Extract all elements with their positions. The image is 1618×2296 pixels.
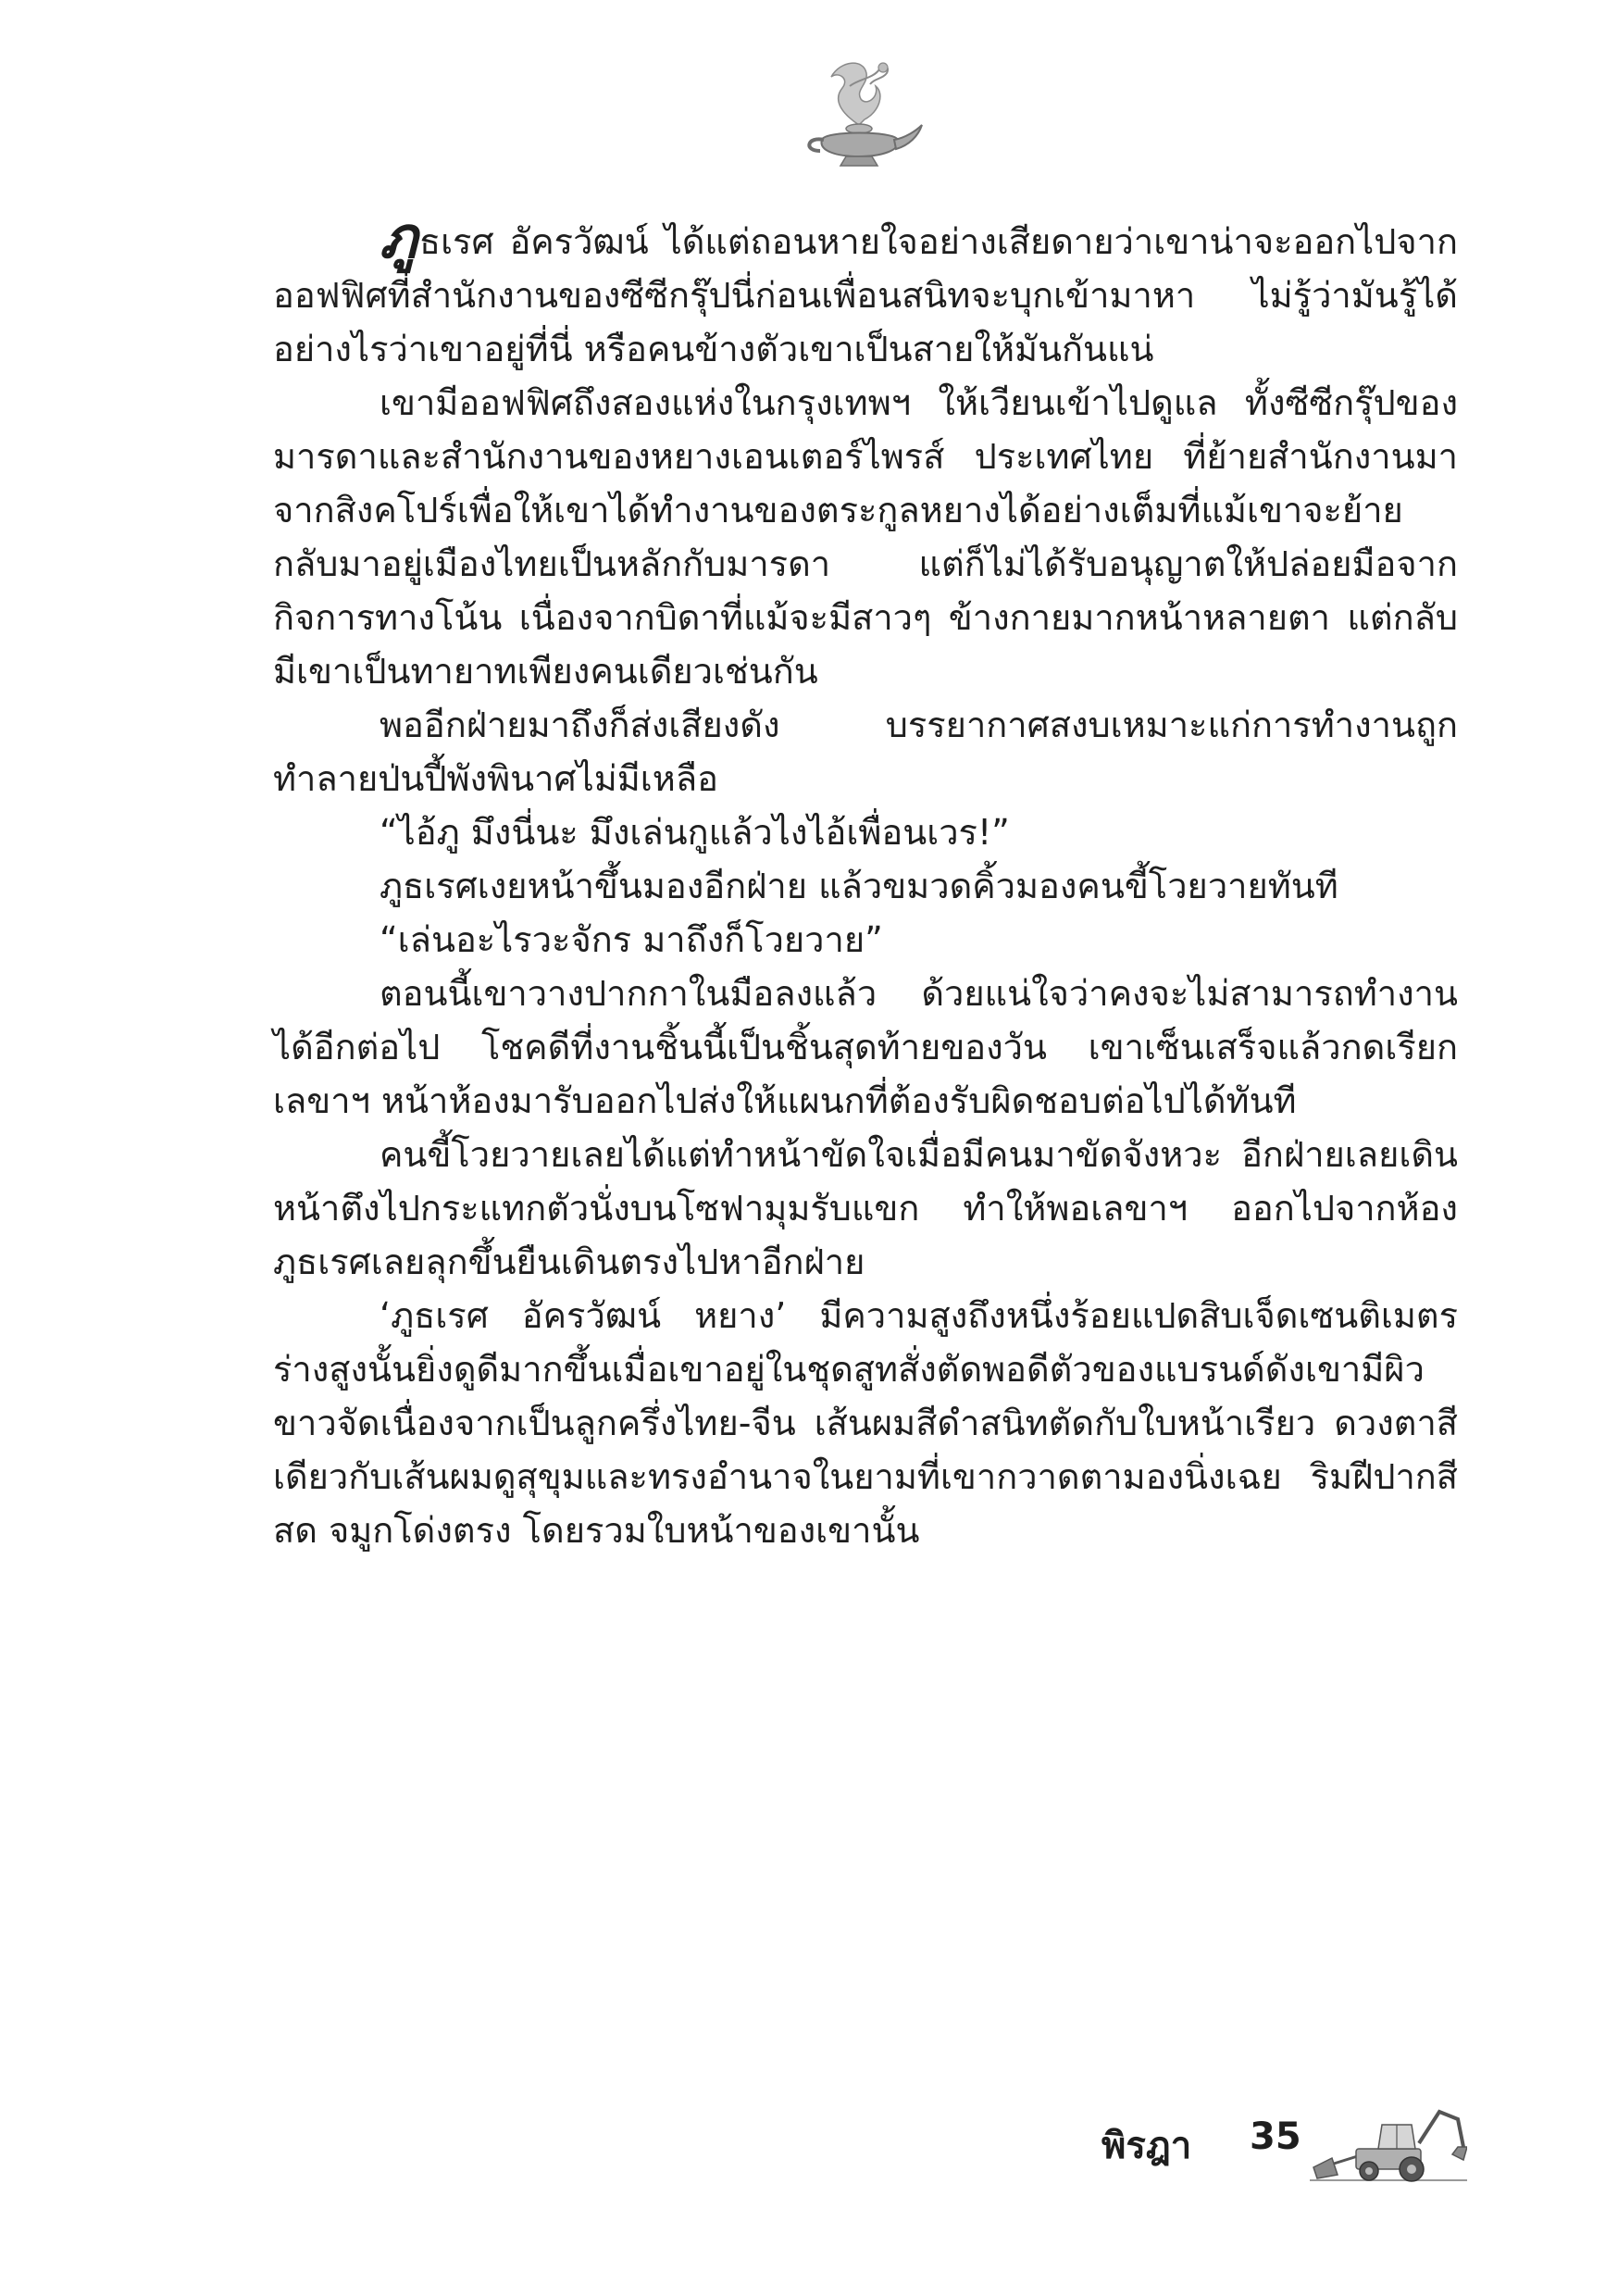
paragraph: เขามีออฟฟิศถึงสองแห่งในกรุงเทพฯ ให้เวียนเข้าไปดูแล ทั้งซีซีกรุ๊ปของมารดาและสำนักงานของหยางเอนเตอร์ไพรส์ ประเทศไทย ที่ย้ายสำนักงานมาจากสิงคโปร์เพื่อให้เขาได้ทำงานของตระกูลหยางได้อย่างเต็มที่แม้เขาจะย้ายกลับมาอยู่เมืองไทยเป็นหลักกับมารดา แต่ก็ไม่ได้รับอนุญาตให้ปล่อยมือจากกิจการทางโน้น เนื่องจากบิดาที่แม้จะมีสาวๆ ข้างกายมากหน้าหลายตา แต่กลับมีเขาเป็นทายาทเพียงคนเดียวเช่นกัน [273, 382, 1458, 692]
dialogue-line: “ไอ้ภู มึงนี่นะ มึงเล่นกูแล้วไงไอ้เพื่อนเวร!” [380, 812, 1010, 853]
paragraph-opening [273, 204, 1458, 376]
backhoe-icon [1310, 2106, 1467, 2185]
dialogue-line: “เล่นอะไรวะจักร มาถึงก็โวยวาย” [380, 919, 883, 960]
drop-cap: ภู [380, 204, 417, 271]
genie-lamp-icon [794, 51, 924, 171]
paragraph-opening-text: ธเรศ อัครวัฒน์ ได้แต่ถอนหายใจอย่างเสียดายว่าเขาน่าจะออกไปจากออฟฟิศที่สำนักงานของซีซีกรุ๊ปนี่ก่อนเพื่อนสนิทจะบุกเข้ามาหา ไม่รู้ว่ามันรู้ได้อย่างไรว่าเขาอยู่ที่นี่ หรือคนข้างตัวเขาเป็นสายให้มันกันแน่ [273, 221, 1458, 369]
paragraph: พออีกฝ่ายมาถึงก็ส่งเสียงดัง บรรยากาศสงบเหมาะแก่การทำงานถูกทำลายป่นปี้พังพินาศไม่มีเหลือ [273, 705, 1458, 799]
paragraph: ‘ภูธเรศ อัครวัฒน์ หยาง’ มีความสูงถึงหนึ่งร้อยแปดสิบเจ็ดเซนติเมตร ร่างสูงนั้นยิ่งดูดีมากขึ้นเมื่อเขาอยู่ในชุดสูทสั่งตัดพอดีตัวของแบรนด์ดังเขามีผิวขาวจัดเนื่องจากเป็นลูกครึ่งไทย-จีน เส้นผมสีดำสนิทตัดกับใบหน้าเรียว ดวงตาสีเดียวกับเส้นผมดูสุขุมและทรงอำนาจในยามที่เขากวาดตามองนิ่งเฉย ริมฝีปากสีสด จมูกโด่งตรง โดยรวมใบหน้าของเขานั้น [273, 1295, 1458, 1551]
page-footer [1101, 2106, 1490, 2190]
author-name: พิรฎา [1101, 2125, 1192, 2167]
story-text [273, 204, 1458, 1557]
paragraph: ภูธเรศเงยหน้าขึ้นมองอีกฝ่าย แล้วขมวดคิ้วมองคนขี้โวยวายทันที [380, 866, 1338, 906]
paragraph: คนขี้โวยวายเลยได้แต่ทำหน้าขัดใจเมื่อมีคนมาขัดจังหวะ อีกฝ่ายเลยเดินหน้าตึงไปกระแทกตัวนั่งบนโซฟามุมรับแขก ทำให้พอเลขาฯ ออกไปจากห้อง ภูธเรศเลยลุกขึ้นยืนเดินตรงไปหาอีกฝ่าย [273, 1134, 1458, 1282]
paragraph: ตอนนี้เขาวางปากกาในมือลงแล้ว ด้วยแน่ใจว่าคงจะไม่สามารถทำงานได้อีกต่อไป โชคดีที่งานชิ้นนี้เป็นชิ้นสุดท้ายของวัน เขาเซ็นเสร็จแล้วกดเรียกเลขาฯ หน้าห้องมารับออกไปส่งให้แผนกที่ต้องรับผิดชอบต่อไปได้ทันที [273, 973, 1458, 1121]
page-number: 35 [1250, 2115, 1301, 2158]
